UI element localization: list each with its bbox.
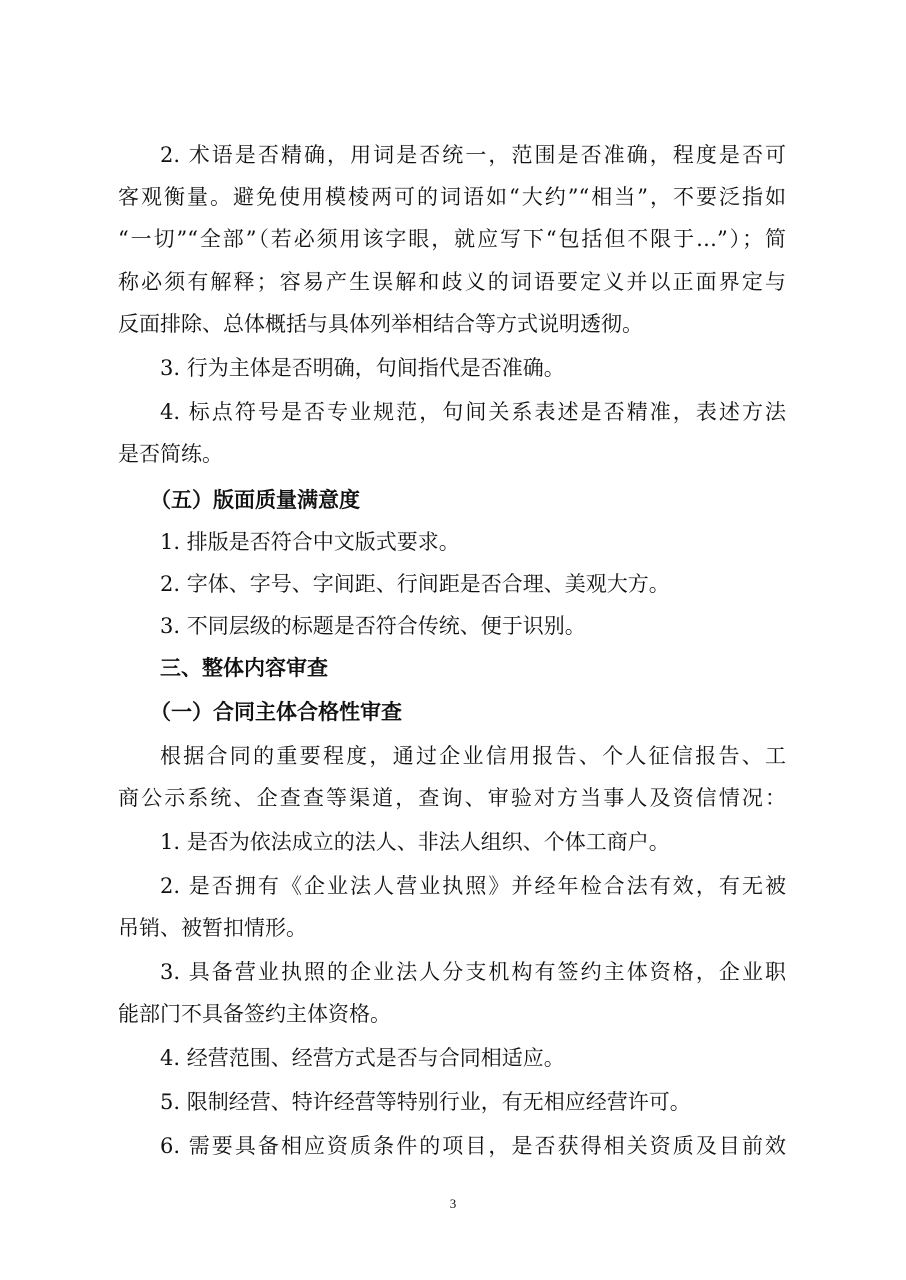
- body-line: 能部门不具备签约主体资格。: [118, 1002, 391, 1026]
- chapter-heading: 三、整体内容审查: [160, 656, 328, 680]
- body-line: 3. 不同层级的标题是否符合传统、便于识别。: [160, 614, 586, 638]
- body-line: 2. 是否拥有《企业法人营业执照》并经年检合法有效，有无被: [160, 874, 786, 898]
- section-heading: （一）合同主体合格性审查: [150, 700, 402, 724]
- body-line: “一切”“全部”（若必须用该字眼，就应写下“包括但不限于…”）；简: [118, 227, 786, 251]
- body-line: 1. 排版是否符合中文版式要求。: [160, 530, 460, 554]
- body-line: 3. 具备营业执照的企业法人分支机构有签约主体资格，企业职: [160, 960, 786, 984]
- body-line: 3. 行为主体是否明确，句间指代是否准确。: [160, 356, 565, 380]
- body-line: 商公示系统、企查查等渠道，查询、审验对方当事人及资信情况：: [118, 786, 786, 810]
- body-line: 称必须有解释；容易产生误解和歧义的词语要定义并以正面界定与: [118, 270, 786, 294]
- body-line: 反面排除、总体概括与具体列举相结合等方式说明透彻。: [118, 312, 643, 336]
- body-line: 4. 经营范围、经营方式是否与合同相适应。: [160, 1046, 565, 1070]
- body-line: 6. 需要具备相应资质条件的项目，是否获得相关资质及目前效: [160, 1134, 786, 1158]
- body-line: 2. 术语是否精确，用词是否统一，范围是否准确，程度是否可: [160, 143, 786, 167]
- body-line: 2. 字体、字号、字间距、行间距是否合理、美观大方。: [160, 572, 670, 596]
- body-line: 4. 标点符号是否专业规范，句间关系表述是否精准，表述方法: [160, 400, 786, 424]
- body-line: 根据合同的重要程度，通过企业信用报告、个人征信报告、工: [160, 744, 786, 768]
- body-line: 是否简练。: [118, 442, 223, 466]
- section-heading: （五）版面质量满意度: [150, 488, 360, 512]
- body-line: 5. 限制经营、特许经营等特别行业，有无相应经营许可。: [160, 1090, 691, 1114]
- page-number: 3: [449, 1196, 457, 1211]
- body-line: 1. 是否为依法成立的法人、非法人组织、个体工商户。: [160, 830, 670, 854]
- body-line: 吊销、被暂扣情形。: [118, 916, 307, 940]
- body-line: 客观衡量。避免使用模棱两可的词语如“大约”“相当”，不要泛指如: [118, 185, 786, 209]
